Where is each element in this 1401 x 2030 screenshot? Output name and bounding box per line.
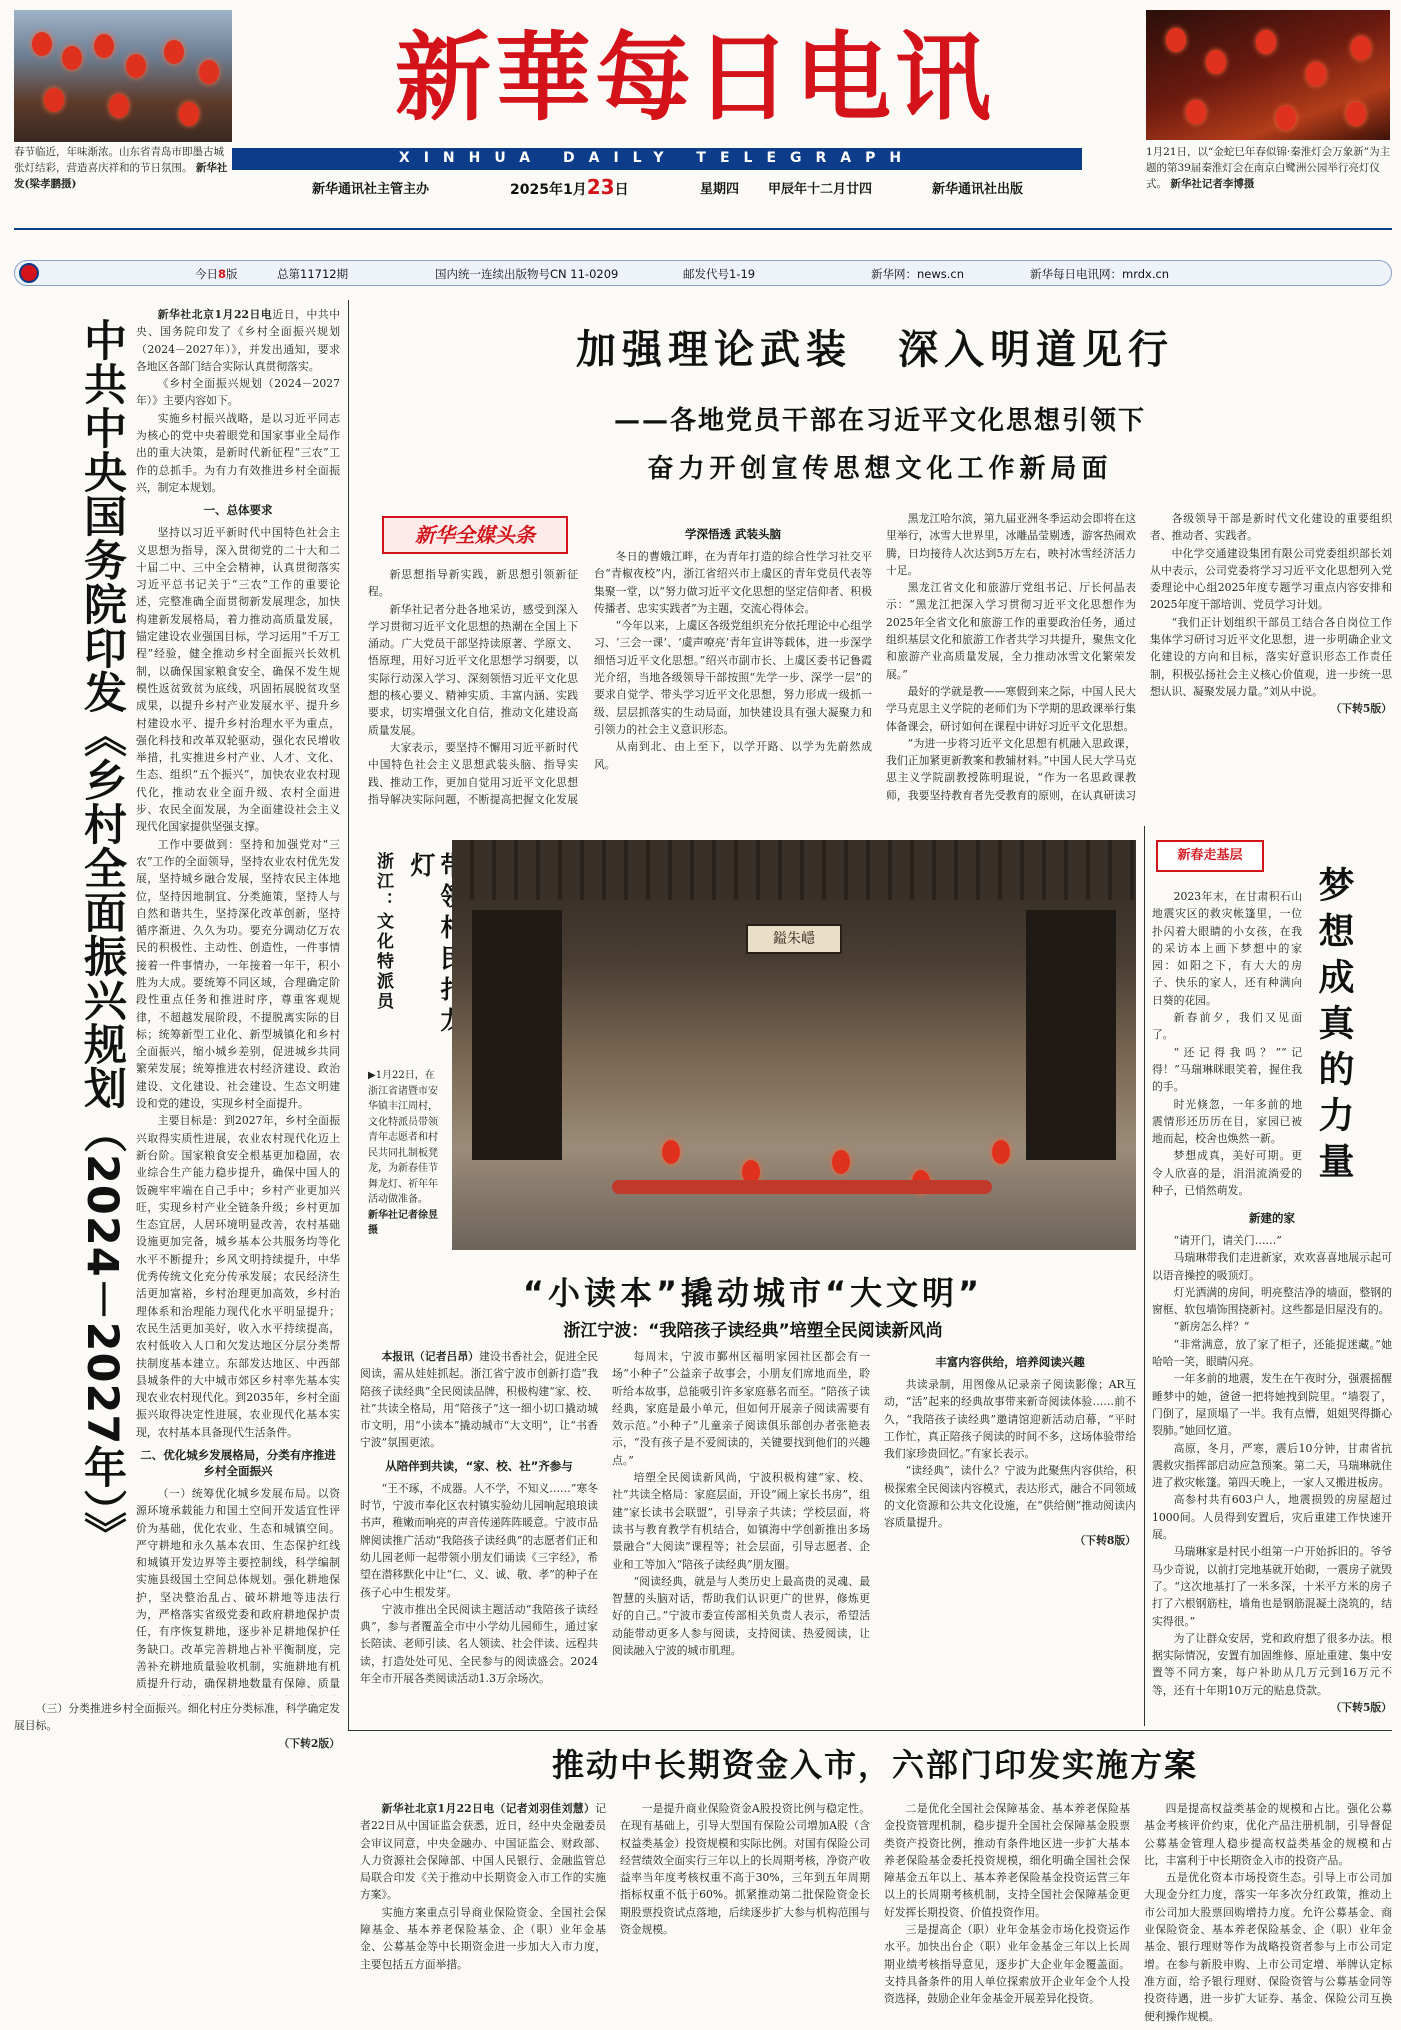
capital-col-1: 新华社北京1月22日电（记者刘羽佳刘慧）记者22日从中国证监会获悉，近日，经中央金融委员会审议同意，中央金融办、中国证监会、财政部、人力资源社会保障部、中国人民银行、金融监管总局联合印发《关于推动中长期资金入市工作的实施方案》。 实施方案重点引导商业保险资金、全国社会保障基金、基本养老保险基金、企（职）业年金基金、公募基金等中长期资金进一步加大入市力度，主要包括五方面举措。 (360, 1802, 606, 1971)
publisher-left: 新华通讯社主管主办 (312, 182, 430, 197)
website-news[interactable]: 新华网：news.cn (871, 267, 965, 281)
column-rule (1144, 826, 1145, 1726)
ancestral-hall-sign: 鎰朱嶾 (746, 924, 842, 954)
feature-subtitle-1: ——各地党员干部在习近平文化思想引领下 (613, 406, 1146, 436)
masthead-logo: 新華每日电讯 (395, 21, 995, 134)
read-col-1: 本报讯（记者吕昂）建设书香社会，促进全民阅读，需从娃娃抓起。浙江省宁波市创新打造“我陪孩子读经典”全民阅读品牌，积极构建“家、校、社”共读全格局，用“陪孩子”这一细小切口撬动城市文明，用“小读本”撬动城市“大文明”，让“书香宁波”氛围更浓。 从陪伴到共读，“家、校、社”齐参与 “王不琢，不成器。人不学，不知义……”寒冬时节，宁波市奉化区农村镇实验幼儿园响起琅琅读书声，稚嫩而响亮的声音传递阵阵暖意。宁波市品牌阅读推广活动“我陪孩子读经典”的志愿者们正和幼儿园老师一起带领小朋友们诵读《三字经》，希望在潜移默化中让“仁、义、诚、敬、孝”的种子在孩子心中生根发芽。 宁波市推出全民阅读主题活动“我陪孩子读经典”，参与者覆盖全市中小学幼儿园师生，通过家长陪读、老师引读、名人领读、社会伴读、远程共读，打造处处可见、全民参与的阅读盛会。2024年全市开展各类阅读活动1.3万余场次。 (360, 1350, 598, 1686)
left-photo-caption: 春节临近，年味渐浓。山东省青岛市即墨古城张灯结彩，营造喜庆祥和的节日氛围。 新华社发(梁孝鹏摄) (14, 146, 228, 190)
column-rule (348, 300, 349, 1730)
dream-headline: 梦想成真的力量 (1313, 866, 1354, 1188)
capital-headline: 推动中长期资金入市，六部门印发实施方案 (551, 1746, 1198, 1784)
read-headline: “小读本”撬动城市“大文明” (522, 1274, 984, 1312)
issue-date: 2025年1月23日 (510, 175, 629, 199)
read-subtitle: 浙江宁波：“我陪孩子读经典”培塑全民阅读新风尚 (563, 1321, 943, 1341)
right-masthead-photo (1146, 10, 1390, 140)
weekday: 星期四 (700, 182, 740, 197)
photo-title-main: 灯 (407, 852, 436, 883)
photo-caption: ▶1月22日，在浙江省诸暨市安华镇丰江周村，文化特派员带领青年志愿者和村民共同扎制板凳龙，为新春佳节舞龙灯、祈年年活动做准备。 新华社记者徐昱摄 (368, 1070, 438, 1236)
lead-headline: 中共中央国务院印发《乡村全面振兴规划（2024－2027年）》 (77, 318, 127, 1556)
feature-headline: 加强理论武装 深入明道见行 (576, 327, 1174, 373)
dream-col: 2023年末，在甘肃积石山地震灾区的救灾帐篷里，一位扑闪着大眼睛的小女孩，在我的采访本上画下梦想中的家园：如阳之下，有大大的房子、快乐的家人，还有种满向日葵的花园。 新春前夕，我们又见面了。 “还记得我吗？”“记得！”马瑞琳眯眼笑着，握住我的手。 时光倏忽，一年多前的地震情形还历历在目，家园已被地而起，校舍也焕然一新。 梦想成真，美好可期。更令人欣喜的是，涓涓流淌爱的种子，已悄然萌发。 (1152, 890, 1302, 1198)
read-col-2: 每周末，宁波市鄞州区福明家园社区都会有一场“小种子”公益亲子故事会，小朋友们席地而坐，聆听给本故事，总能吸引许多家庭慕名而至。“陪孩子读经典，家庭是最小单元，但如何开展亲子阅读需要有效示范。”小种子”儿童亲子阅读俱乐部创办者张艳表示，“没有孩子是不爱阅读的，关键要找到他们的兴趣点。” 培塑全民阅读新风尚，宁波积极构建“家、校、社”共读全格局：家庭层面，开设“闹上家长书房”，组建“家长读书会联盟”，引导亲子共读；学校层面，将读书与教育教学有机结合，如镇海中学创新推出多场景融合“大阅读”课程等；社会层面，引导志愿者、企业和工等加入“陪孩子读经典”朋友圈。 “阅读经典，就是与人类历史上最高贵的灵魂、最智慧的头脑对话，帮助我们认识更广的世界，修炼更好的自己。”宁波市委宣传部相关负责人表示，希望活动能带动更多人参与阅读，支持阅读、热爱阅读，让阅读融入宁波的城市肌理。 (612, 1350, 870, 1658)
dragon-lantern-photo (452, 840, 1136, 1250)
section-rule (348, 1730, 1392, 1731)
dream-kicker: 新春走基层 (1156, 840, 1264, 872)
lunar-date: 甲辰年十二月廿四 (768, 182, 873, 197)
lead-article-continued: （三）分类推进乡村全面振兴。细化村庄分类标准，科学确定发展目标。 （下转2版） (14, 1702, 340, 1750)
capital-col-3: 二是优化全国社会保障基金、基本养老保险基金投资管理机制，稳步提升全国社会保障基金股票类资产投资比例，推动有条件地区进一步扩大基本养老保险基金委托投资规模，细化明确全国社会保障基金五年以上、基本养老保险基金投资运营三年以上的长周期考核机制，支持全国社会保障基金更好发挥长期投资、价值投资作用。 三是提高企（职）业年金基金市场化投资运作水平。加快出台企（职）业年金基金三年以上长周期业绩考核指导意见，逐步扩大企业年金覆盖面。支持具备条件的用人单位探索放开企业年金个人投资选择，鼓励企业年金基金开展差异化投资。 (884, 1802, 1130, 2006)
left-masthead-photo (14, 10, 232, 142)
feature-subtitle-2: 奋力开创宣传思想文化工作新局面 (647, 454, 1113, 484)
feature-col-4: 各级领导干部是新时代文化建设的重要组织者、推动者、实践者。 中化学交通建设集团有限公司党委组织部长刘从中表示，公司党委将学习习近平文化思想列入党委理论中心组2025年度专题学习重点内容安排和2025年度干部培训、党员学习计划。 “我们正计划组织干部员工结合各自岗位工作集体学习研讨习近平文化思想，进一步明确企业文化建设的方向和目标，落实好意识形态工作责任制，积极弘扬社会主义核心价值观，进一步统一思想认识、凝聚发展力量。”刘从中说。 （下转5版） (1150, 512, 1392, 716)
dream-col-lower: 新建的家 “请开门，请关门……” 马瑞琳带我们走进新家，欢欢喜喜地展示起可以语音操控的吸顶灯。 灯光洒满的房间，明亮整洁净的墙面，整钢的窗框、软包墙饰围挠新衬。这些都是旧屋没有的。 “新房怎么样？” “非常满意，放了家了柜子，还能捉迷藏。”她哈哈一笑，眼睛闪亮。 一年多前的地震，发生在午夜时分，强震摇醒睡梦中的她，爸爸一把将她拽到院里。“墙裂了，门倒了，屋顶塌了一半。我有点懵，姐姐哭得撕心裂肺。”她回忆道。 高原，冬月，严寒，震后10分钟，甘肃省抗震救灾指挥部启动应急预案。第二天，马瑞琳就住进了救灾帐篷。第四天晚上，一家人又搬进板房。 高参村共有603户人，地震损毁的房屋超过1000间。人员得到安置后，灾后重建工作快速开展。 马瑞琳家是村民小组第一户开始拆旧的。爷爷马少奇说，以前打完地基就开始砌，一震房子就毁了。“这次地基打了一米多深，十米平方米的房子打了六根钢筋柱，墙角也是钢筋混凝土浇筑的，结实得很。” 为了让群众安居，党和政府想了很多办法。根据实际情况，安置有加固维修、原址重建、集中安置等不同方案，每户补助从几万元到16万元不等，还有十年期10万元的贴息贷款。 （下转5版） (1152, 1211, 1392, 1715)
feature-col-1: 新思想指导新实践，新思想引领新征程。 新华社记者分赴各地采访，感受到深入学习贯彻习近平文化思想的热潮在全国上下涌动。广大党员干部坚持读原著、学原文、悟原理，用好习近平文化思想学习纲要，以实际行动深入学习、深刻领悟习近平文化思想的核心要义、精神实质、丰富内涵、实践要求，切实增强文化自信，推动文化建设高质量发展。 大家表示，要坚持不懈用习近平新时代中国特色社会主义思想武装头脑、指导实践、推动工作，更加自觉用习近平文化思想指导解决实际问题，不断提高把握文化发展 (368, 568, 578, 806)
website-mrdx[interactable]: 新华每日电讯网：mrdx.cn (1030, 267, 1170, 281)
publisher-right: 新华通讯社出版 (932, 182, 1024, 197)
capital-col-2: 一是提升商业保险资金A股投资比例与稳定性。在现有基础上，引导大型国有保险公司增加A股（含权益类基金）投资规模和实际比例。对国有保险公司经营绩效全面实行三年以上的长周期考核，净资产收益率当年度考核权重不高于30%，三年到五年周期指标权重不低于60%。抓紧推动第二批保险资金长期股票投资试点落地，后续逐步扩大参与机构范围与资金规模。 (620, 1802, 870, 1937)
feature-col-2: 学深悟透 武装头脑 冬日的曹娥江畔，在为青年打造的综合性学习社交平台“青椒夜校”内，浙江省绍兴市上虞区的青年党员代表等集聚一堂，以“努力做习近平文化思想的坚定信仰者、积极传播者、忠实实践者”为主题，交流心得体会。 “今年以来，上虞区各级党组织充分依托理论中心组学习、‘三会一课’、‘虞声嘹亮’青年宣讲等载体，进一步深学细悟习近平文化思想。”绍兴市副市长、上虞区委书记鲁霞光介绍，当地各级领导干部按照“先学一步、深学一层”的要求自觉学、带头学习近平文化思想，努力形成一级抓一级、层层抓落实的生动局面，加快建设具有强大凝聚力和引领力的社会主义意识形态。 从南到北、由上至下，以学开路、以学为先蔚然成风。 (594, 527, 872, 771)
pages-today: 今日8版 (195, 267, 238, 281)
masthead-divider (14, 228, 1392, 230)
info-strip (14, 260, 1392, 286)
cn-number: 国内统一连续出版物号CN 11-0209 (435, 267, 619, 281)
feature-col-3: 黑龙江哈尔滨，第九届亚洲冬季运动会即将在这里举行，冰雪大世界里，冰雕晶莹剔透，游客热闹欢腾，日均接待人次达到5万左右，映衬冰雪经济活力十足。 黑龙江省文化和旅游厅党组书记、厅长何晶表示：“黑龙江把深入学习贯彻习近平文化思想作为2025年全省文化和旅游工作的重要政治任务，通过组织基层文化和旅游工作者共学习共提升，聚焦文化和旅游产业高质量发展，全力推动冰雪文化繁荣发展。” 最好的学就是教——寒假到来之际，中国人民大学马克思主义学院的老师们为下学期的思政课举行集体备课会，研讨如何在课程中讲好习近平文化思想。 “为进一步将习近平文化思想有机融入思政课，我们正加紧更新教案和教辅材料。”中国人民大学马克思主义学院副教授陈明琨说，“作为一名思政课教师，我要坚持教育者先受教育的原则，在认真研读习 (886, 512, 1136, 802)
feature-kicker: 新华全媒头条 (382, 516, 568, 554)
capital-col-4: 四是提高权益类基金的规模和占比。强化公募基金考核评价约束，优化产品注册机制，引导督促公募基金管理人稳步提高权益类基金的规模和占比，丰富利于中长期资金入市的投资产品。 五是优化资本市场投资生态。引导上市公司加大现金分红力度，落实一年多次分红政策，推动上市公司加大股票回购增持力度。允许公募基金、商业保险资金、基本养老保险基金、企（职）业年金基金、银行理财等作为战略投资者参与上市公司定增。在参与新股申购、上市公司定增、举牌认定标准方面，给予银行理财、保险资管与公募基金同等投资待遇，进一步扩大证券、基金、保险公司互换便利操作规模。 (1144, 1802, 1392, 2022)
read-col-3: 丰富内容供给，培养阅读兴趣 共读录制，用图像从记录亲子阅读影像；AR互动，“活”起来的经典故事带来新奇阅读体验……前不久，“我陪孩子读经典”邀请馆迎新活动启幕，“平时工作忙，真正陪孩子阅读的时间不多，这场体验带给我们家珍贵回忆。”有家长表示。 “读经典”，读什么？宁波为此聚焦内容供给，积极探索全民阅读内容模式，表达形式，融合不同领域的文化资源和公共文化设施，在“供给侧”推动阅读内容质量提升。 （下转8版） (884, 1355, 1136, 1547)
photo-title-sub: 浙江：文化特派员 (373, 852, 393, 1012)
issue-number: 总第11712期 (277, 267, 349, 281)
right-photo-caption: 1月21日，以“金蛇巳年春似锦·秦淮灯会万象新”为主题的第39届秦淮灯会在南京白鹭洲公园举行亮灯仪式。 新华社记者李博摄 (1146, 146, 1391, 190)
postal-code: 邮发代号1-19 (683, 267, 756, 281)
masthead-english: XINHUA DAILY TELEGRAPH (398, 150, 916, 166)
lead-article: 新华社北京1月22日电近日，中共中央、国务院印发了《乡村全面振兴规划（2024－2027年）》，并发出通知，要求各地区各部门结合实际认真贯彻落实。 《乡村全面振兴规划（2024－2027年）》主要内容如下。 实施乡村振兴战略，是以习近平同志为核心的党中央着眼党和国家事业全局作出的重大决策，是新时代新征程“三农”工作的总抓手。为有力有效推进乡村全面振兴，制定本规划。 一、总体要求 坚持以习近平新时代中国特色社会主义思想为指导，深入贯彻党的二十大和二十届二中、三中全会精神，认真贯彻落实习近平总书记关于“三农”工作的重要论述，完整准确全面贯彻新发展理念，加快构建新发展格局，着力推动高质量发展，锚定建设农业强国目标，学习运用“千万工程”经验，健全推动乡村全面振兴长效机制，以确保国家粮食安全、确保不发生规模性返贫致贫为底线，巩固拓展脱贫攻坚成果，以提升乡村产业发展水平、提升乡村建设水平、提升乡村治理水平为重点，强化科技和改革双轮驱动，强化农民增收举措，扎实推进乡村产业、人才、文化、生态、组织“五个振兴”，加快农业农村现代化，推动农业全面升级、农村全面进步、农民全面发展，为全面建设社会主义现代化国家提供坚强支撑。 工作中要做到：坚持和加强党对“三农”工作的全面领导，坚持农业农村优先发展，坚持城乡融合发展，坚持农民主体地位，坚持因地制宜、分类施策，坚持人与自然和谐共生，坚持深化改革创新，坚持循序渐进、久久为功。要充分调动亿万农民的积极性、主动性、创造性，一件事情接着一件事情办，一年接着一年干，积小胜为大成。要统筹不同区域，合理确定阶段性重点任务和推进时序，尊重客观规律，不超越发展阶段，不提脱离实际的目标；统筹新型工业化、新型城镇化和乡村全面振兴，缩小城乡差别，促进城乡共同繁荣发展；统筹推进农村经济建设、政治建设、文化建设、社会建设、生态文明建设和党的建设，实现乡村全面提升。 主要目标是：到2027年，乡村全面振兴取得实质性进展，农业农村现代化迈上新台阶。国家粮食安全根基更加稳固，农业综合生产能力稳步提升，确保中国人的饭碗牢牢端在自己手中；乡村产业更加兴旺，实现乡村产业全链条升级；乡村更加生态宜居，人居环境明显改善，农村基础设施更加完备，城乡基本公共服务均等化水平不断提升；乡风文明持续提升，中华优秀传统文化充分传承发展；农民经济生活更加富裕，乡村治理更加高效，乡村治理体系和治理能力现代化水平明显提升；农民生活更加美好，收入水平持续提高，农村低收入人口和欠发达地区分层分类帮扶制度基本建立。东部发达地区、中西部县城条件的大中城市郊区乡村率先基本实现农业农村现代化。到2035年，乡村全面振兴取得决定性进展，农业现代化基本实现，农村基本具备现代生活条件。 二、优化城乡发展格局，分类有序推进乡村全面振兴 （一）统筹优化城乡发展布局。以资源环境承载能力和国土空间开发适宜性评价为基础，优化农业、生态和城镇空间。严守耕地和永久基本农田、生态保护红线和城镇开发边界等主要控制线，科学编制实施县级国土空间总体规划。强化耕地保护，坚决整治乱占、破坏耕地等违法行为，严格落实省级党委和政府耕地保护责任，有序恢复耕地，逐步补足耕地保护任务缺口。改革完善耕地占补平衡制度，完善补充耕地质量验收机制，实施耕地有机质提升行动，确保耕地数量有保障、质量 (136, 308, 340, 1691)
xinhua-emblem (19, 263, 39, 283)
